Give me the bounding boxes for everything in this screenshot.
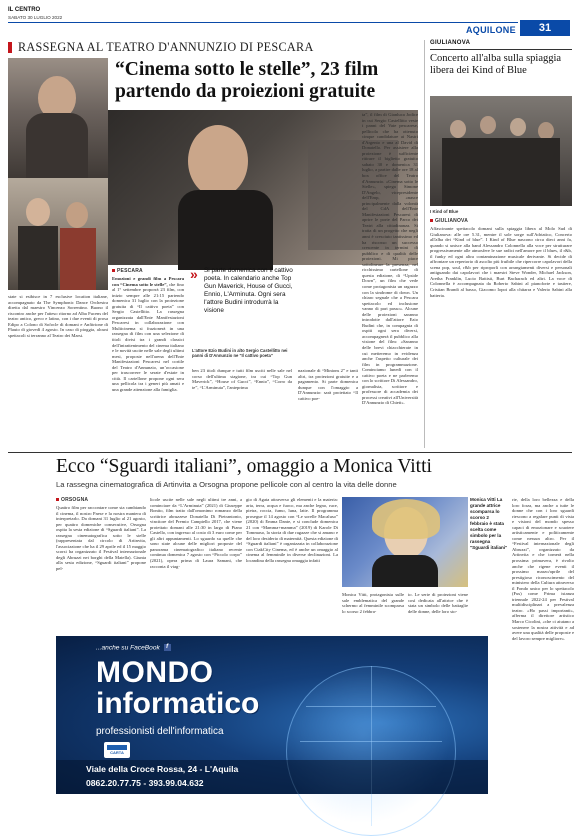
article1-left-column: state si esibisce in 7 esclusive location italiane, accompagnato da The Symphonic Dance Orchestra diretta dal maestro Vincenzo Sorrentino. Buono il riscontro anche per l'atteso ritorno ad Alba Fucens del teatro antico, greco e latino, con i due eventi di prosa Edipo a Colono di Sofocle di domani e Anfitrione di Plauto di giovedì 4 agosto. In caso di pioggia, alcuni spettacoli si terranno al Teatro dei Marsi. — [8, 294, 108, 338]
photo-monica-vitti — [342, 497, 468, 587]
article1-col1-text: che fino al 1° settembre proporrà 23 film, con inizio sempre alle 21:15 partendo domenica 31 luglio con la proiezione gratuita di “Il cattivo poeta” con Sergio Castellitto. La rassegna organizzata dall'Ente Manifestazioni Pescaresi in collaborazione con Multicinema si frazionerà in una rassegna di film con una selezione di titoli divisi tra i grandi classici dell'intrattenimento del cinema italiano e le novità uscite nelle sale degli ultimi mesi, proposte nell'arena dell'Ente Manifestazioni Pescaresi nel cortile del Teatro d'Annunzio, un’occasione per trascorrere le serate d'estate in città. Il cartellone propone ogni sera una pellicola tra i generi più amati e una grande attenzione alla famiglia. — [112, 281, 184, 392]
ad-tagline: professionisti dell'informatica — [96, 726, 224, 737]
sidebar-photo-band — [430, 96, 572, 206]
paper-name: IL CENTRO — [8, 7, 41, 13]
article1-section: PESCARA — [112, 268, 143, 274]
sidebar-divider — [424, 40, 425, 448]
ad-phone[interactable]: 0862.20.77.75 - 393.99.04.632 — [86, 778, 204, 788]
article2-column-1: Quattro film per raccontare come sta cambiando il cinema, il nostro Paese e la nostra maniera di interpretarlo. Da domani 31 luglio al 21 agosto, per quattro domeniche consecutive, Orsogna ospita la sesta edizione di “Sguardi italiani”. La rassegna cinematografica sotto le stelle (rappresentata dal circolo di Artinvita, l'associazione che ha il 29 aprile ed il 15 maggio scorsi ha organizzato il Festival internazionale degli Abruzzi nei borghi della Maiella). Giunta alla sesta edizione, “Sguardi italiani” propone pel- — [56, 505, 146, 572]
ad-banner[interactable] — [56, 636, 488, 794]
photo-couple — [8, 178, 108, 290]
sidebar-body: Affascinante spettacolo domani sulla spiaggia libera al Molo Sud di Giulianova: alle ore 5.31, mentre il sole sorge sull'Adriatico, Concerto all'alba dei “Kind of blue”. I Kind of Blue nascono circa dieci anni fa, quando si unisce alla band Alessandro Colonnella alla voce per strutturare progressivamente alle atmosfere le sue radici nell'amore per il blues, il r&b, il funky ed ogni altra contaminazione musicale derivante. Si decide di affrontare un repertorio di ascolto più fruibile che ripercorre capolavori della scena pop, soul, r&b per riproporli con arrangiamenti diversi e personali antiguando dai capolavori che i maestri Steve Wonder, Michael Jackson, Aretha Franklin, Lucio Battisti, Burt Bacharach ed altri. La voce di Colonnella è accompagnata da Roberto Sabini al pianoforte e tastiere, Cristian Brandi al basso, Giacomo Iopoi alla chitarra e Valerio Sabini alla batteria. — [430, 226, 572, 298]
ad-brand-line1: MONDO — [96, 656, 214, 689]
photo-monica-caption: Monica Vitti La grande attrice scomparsa lo scorso 2 febbraio è stata scelta come simbolo per la rassegna "Sguardi italiani" — [470, 497, 508, 550]
section-name: AQUILONE — [466, 25, 516, 35]
article2-column-6: rie, della loro bellezza e della loro forza, ma anche a tutte le donne che con i loro sguardi riescono a regalare punti di vista e visioni del mondo spesso capaci di emozionare e scuotere artisticamente e politicamente come nessun altro. Per il “Festival internazionale degli Abruzzi”, organizzato da Artinvita e che tornerà nella prossima primavera, è rivolto anche che rigene eventi il prossimo marzo/aprile del prestigioso riconoscimento del ministero della Cultura attraverso il Fondo unico per lo spettacolo (Fus) come Prima istanza triennale 2022-24 per Festival multidisciplinari a prevalenza teatro. «Ho passi importanti», afferma il direttore artistico Marco Cicolini, «che ci aiutano a sostenere la nostra attività e ad avere una qualità delle proposte e del lavoro sempre migliore». — [512, 497, 574, 641]
page-header — [0, 0, 580, 35]
photo-actress — [8, 58, 108, 178]
article2-headline: Ecco “Sguardi italiani”, omaggio a Monica Vitti — [56, 456, 432, 477]
article1-lead: Emozioni e grandi film a Pescara con “Cinema sotto le stelle”, — [112, 276, 184, 287]
issue-date: SABATO 30 LUGLIO 2022 — [8, 15, 63, 20]
article2-column-3: gio di Agata attraverso gli elementi e la materia: aria, terra, acqua e fuoco, ma anche legno, ruce, pietra, roccia, fumo, luna, latte. Il programma prosegue il 14 agosto con “Le sorelle Macaluso” (2020) di Emma Dante, e si conclude domenica 21 con “Mamma+mamma” (2019) di Karole Di Tommaso, la storia di due ragazze che si amano e del loro desiderio di maternità. Questa edizione di “Sguardi italiani” è organizzata in collaborazione con CiakCity Cinema, ed è anche un omaggio al cinema al femminile in diverse declinazioni. La locandina della rassegna omaggia infatti — [246, 497, 338, 564]
article2-top-rule — [8, 452, 572, 453]
ad-facebook-text: ...anche su FaceBook f — [96, 644, 171, 651]
sidebar-section: GIULIANOVA — [430, 218, 468, 224]
article2-column-4: Monica Vitti, protagonista sulle sale emblematica del grande schermo al femminile scomparsa lo scorso 2 febbra- — [342, 592, 404, 614]
article2-subhead: La rassegna cinematografica di Artinvita a Orsogna propone pellicole con al centro la vita delle donne — [56, 480, 397, 489]
sidebar-headline: Concerto all'alba sulla spiaggia libera dei Kind of Blue — [430, 53, 562, 76]
article2-column-5: io. Le serie di proiezioni viene così dedicata all'attrice che è stata un simbolo delle battaglie delle donne, delle loro sto- — [408, 592, 468, 614]
article1-column-2: ben 23 titoli dunque e tutti film usciti nelle sale nel corso dell'ultima stagione, tra cui “Top Gun Maverick”, “House of Gucci”, “Ennio”, “Corro da te”, “L'Arminuta”, l'anteprima — [192, 368, 292, 390]
sidebar-kicker-rule — [430, 49, 572, 50]
sidebar-kicker: GIULIANOVA — [430, 40, 471, 46]
pullquote-mark: » — [190, 266, 198, 282]
article1-caption: L'attore Ezio Budini in alto Sergio Castellitto nei panni di D'Annunzio ne "Il cattivo poeta" — [192, 348, 288, 358]
page-number: 31 — [520, 20, 570, 36]
ad-card-badge: CARTA — [104, 742, 130, 758]
ad-brand-line2: informatico — [96, 687, 260, 720]
article1-headline: “Cinema sotto le stelle”, 23 film partendo da proiezioni gratuite — [115, 59, 379, 102]
ad-address: Viale della Croce Rossa, 24 - L'Aquila — [86, 764, 239, 774]
article1-column-1 — [112, 276, 184, 446]
header-rule — [8, 22, 518, 23]
article1-column-3: nazionale di “Minions 2” e tanti altri, tra proiezioni gratuite e a pagamento. Si parte domenica dunque con l'omaggio a D'Annunzio: sarà proiettato “Il cattivo poe- — [298, 368, 358, 401]
facebook-icon: f — [164, 644, 171, 651]
article2-section: ORSOGNA — [56, 497, 88, 503]
article1-kicker: RASSEGNA AL TEATRO D'ANNUNZIO DI PESCARA — [18, 40, 314, 54]
sidebar-photo-caption: I Kind of Blue — [430, 209, 459, 214]
article1-pullquote: Si parte domenica con Il cattivo poeta. In calendario anche Top Gun Maverick, House of Gucci, Ennio, L'Arminuta. Ogni sera l'attore Budini introdurrà la visione — [204, 267, 293, 314]
kicker-bar-mark — [8, 42, 12, 53]
article1-column-4-body: ta”, il film di Gianluca Jodice in cui Sergio Castellitto veste i panni del Vate pescarese, pellicola che ha ottenuto cinque candidature ai Nastri d'Argento e una al David di Donatello. Per assistere alla proiezione è sufficiente ritirare il biglietto gratuito sabato 30 e domenica 31 luglio, a partire dalle ore 18 al box office del Teatro d'Annunzio. «Cinema sotto le Stelle», spiega Simone D'Angelo, vicepresidente dell'Emp, «nasce principalmente dalla volontà del CdA dell'Ente Manifestazioni Pescaresi di aprire le porte del Parco dei Teatri alla cittadinanza. Si tratta di un progetto che negli anni è cresciuto tantissimo ed ha riscosso un successo crescente in termini di pubblico e di qualità delle proiezioni. Mi piace sottolineare la presenza, nel ricchissimo cartellone di questa edizione, di “Upside Down”, un film che vede come protagonista un ragazzo con la sindrome di down. Un chiaro segnale che a Pescara spettacolo ed inclusione vanno di pari passo». Alcune delle proiezioni saranno introdotte dall'attore Ezio Budini che, in compagnia di ospiti ogni sera diversi, accompagnerà il pubblico alla visione del film: «Saranno delle brevi chiacchierate in cui metteremo in evidenza anche l'aspetto culturale dei film in programmazione. Cominciamo lunedì con il cattivo poeta e ne parleremo con lo scrittore Di Alessandro, giornalista, scrittore e professore di accademia dei processi creativi all'Università D'Annunzio di Chieti». — [362, 112, 419, 406]
article2-column-2: licole uscite nelle sale negli ultimi tre anni, a cominciare da “L'Arminuta” (2021) di Giuseppe Bonito, film tratto dall'omonimo romanzo della scrittrice abruzzese Donatella Di Pietrantonio, vincitore del Premio Campiello 2017, che viene proiettato domani alle 21:30 in largo di Piano Castello, con ingresso al costo di 3 euro come per gli altri appuntamenti. Lo sguardo su quelle che sono state alcune delle migliori proposte del panorama cinematografico italiano recente continua domenica 7 agosto con “Piccolo corpo” (2021), opera prima di Laura Samani, che racconta il viag- — [150, 497, 242, 569]
